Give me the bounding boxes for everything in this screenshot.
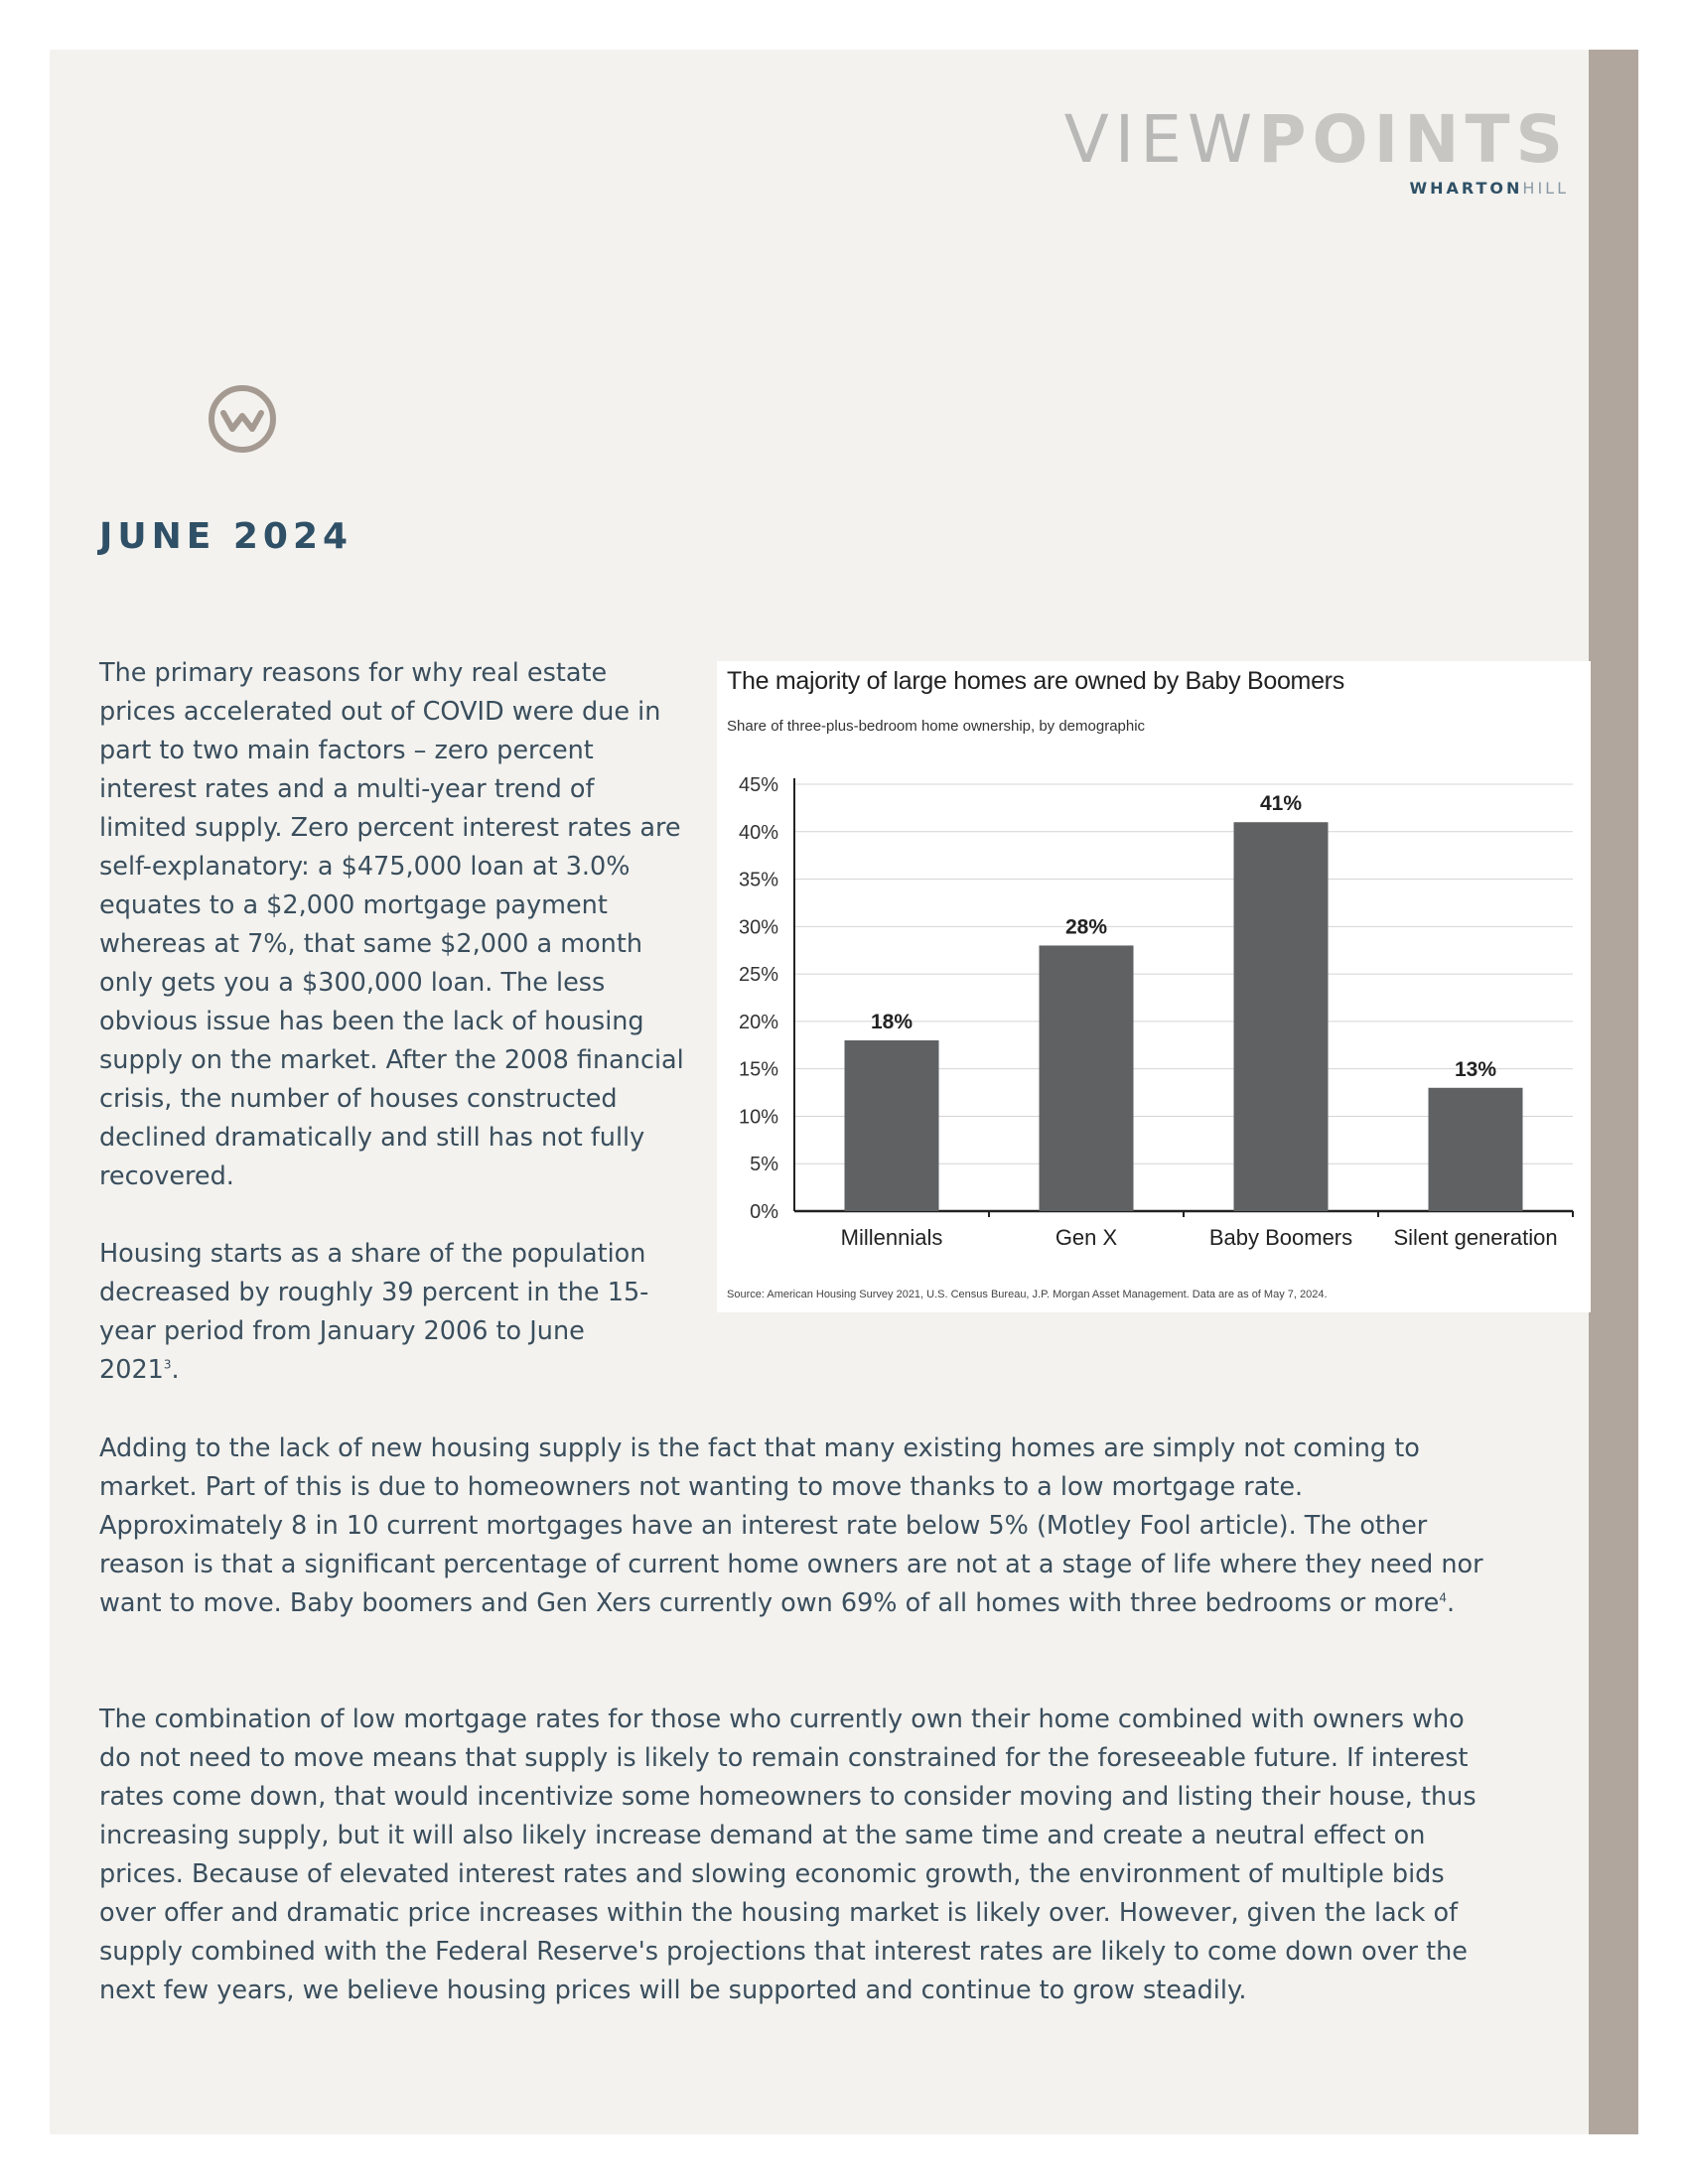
paragraph-1: The primary reasons for why real estate prices accelerated out of COVID were due in part to two main factors – zero percent interest rates and a multi-year trend of limited supply. Zero percent interest rates are self-explanatory: a $475,000 loan at 3.0% equates to a $2,000 mortgage payment whereas at 7%, that same $2,000 a month only gets you a $300,000 loan. The less obvious issue has been the lack of housing supply on the market. After the 2008 financial crisis, the number of houses constructed declined dramatically and still has not fully recovered. [99, 658, 684, 1191]
y-tick-label: 10% [738, 1106, 778, 1129]
x-tick-label: Millennials [840, 1225, 943, 1250]
chart-source: Source: American Housing Survey 2021, U.S. Census Bureau, J.P. Morgan Asset Management. Data are as of May 7, 2024. [727, 1289, 1328, 1300]
chart-figure [717, 661, 1591, 1312]
bar-baby-boomers [1234, 822, 1329, 1211]
footnote-4: 4 [1439, 1590, 1447, 1605]
x-tick-label: Silent generation [1393, 1225, 1558, 1250]
paragraph-3 [99, 1430, 1489, 1623]
issue-date: JUNE 2024 [99, 516, 353, 557]
bar-silent-generation [1429, 1088, 1523, 1211]
logo-points-text: POINTS [1258, 101, 1569, 178]
data-label: 18% [870, 1011, 914, 1033]
paragraph-4: The combination of low mortgage rates for those who currently own their home combined with owners who do not need to move means that supply is likely to remain constrained for the foreseeable future. If interest rates come down, that would incentivize some homeowners to consider moving and listing their house, thus increasing supply, but it will also likely increase demand at the same time and create a neutral effect on prices. Because of elevated interest rates and slowing economic growth, the environment of multiple bids over offer and dramatic price increases within the housing market is likely over. However, given the lack of supply combined with the Federal Reserve's projections that interest rates are likely to come down over the next few years, we believe housing prices will be supported and continue to grow steadily. [99, 1705, 1477, 2005]
y-tick-label: 5% [750, 1154, 778, 1176]
data-label: 28% [1064, 915, 1108, 939]
data-label: 41% [1259, 792, 1303, 816]
logo-wordmark [1063, 101, 1569, 178]
y-tick-label: 45% [738, 774, 778, 796]
paragraph-2-text: Housing starts as a share of the population decreased by roughly 39 percent in the 15-year period from January 2006 to June 2021 [99, 1239, 649, 1385]
y-tick-label: 40% [738, 821, 778, 844]
x-tick-label: Baby Boomers [1208, 1225, 1353, 1250]
footnote-3: 3 [163, 1357, 172, 1372]
y-tick-label: 35% [738, 869, 778, 891]
data-label: 13% [1454, 1057, 1497, 1081]
logo-sub-light: HILL [1522, 179, 1569, 198]
viewpoints-logo [1063, 101, 1569, 198]
paragraph-2 [99, 1235, 655, 1390]
whartonhill-w-icon [207, 383, 278, 455]
paragraph-3-end: . [1447, 1588, 1456, 1618]
bar-gen-x [1040, 945, 1134, 1211]
bar-millennials [845, 1040, 939, 1211]
chart-subtitle: Share of three-plus-bedroom home ownership, by demographic [727, 718, 1146, 735]
y-tick-label: 25% [738, 964, 778, 987]
logo-view-text: VIEW [1063, 101, 1259, 178]
y-tick-label: 30% [738, 916, 778, 939]
x-tick-label: Gen X [1055, 1225, 1118, 1250]
chart-title: The majority of large homes are owned by Baby Boomers [727, 667, 1344, 695]
bar-chart [717, 661, 1591, 1312]
side-accent-bar [1589, 50, 1638, 2134]
logo-sub-bold: WHARTON [1409, 179, 1523, 198]
paragraph-2-end: . [171, 1355, 180, 1385]
y-tick-label: 20% [738, 1011, 778, 1033]
logo-subtitle [1064, 179, 1569, 198]
y-tick-label: 0% [750, 1201, 778, 1223]
paragraph-3-text: Adding to the lack of new housing supply is the fact that many existing homes are simply not coming to market. Part of this is due to homeowners not wanting to move thanks to a low mortgage rate. Approximately 8 in 10 current mortgages have an interest rate below 5% (Motley Fool article). The other reason is that a significant percentage of current home owners are not at a stage of life where they need nor want to move. Baby boomers and Gen Xers currently own 69% of all homes with three bedrooms or more [99, 1433, 1483, 1618]
y-tick-label: 15% [738, 1058, 778, 1081]
